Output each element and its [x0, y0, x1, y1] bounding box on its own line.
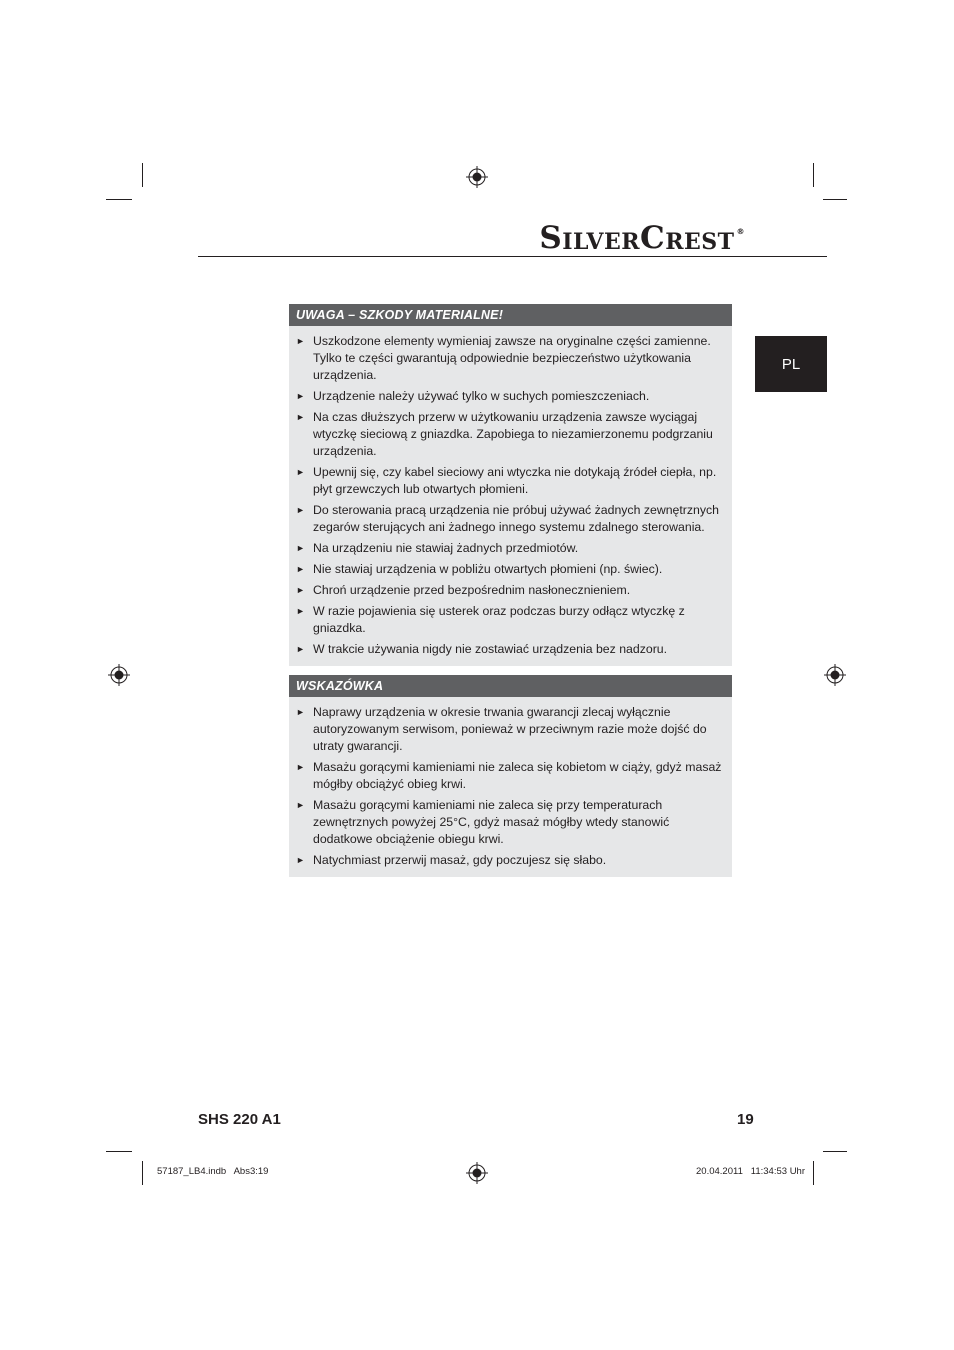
- list-item-text: Na czas dłuższych przerw w użytkowaniu urządzenia zawsze wyciągaj wtyczkę sieciową z gniazdka. Zapobiega to niezamierzonemu podgrzaniu urządzenia.: [313, 410, 713, 458]
- list-item-text: Natychmiast przerwij masaż, gdy poczujesz się słabo.: [313, 853, 607, 867]
- crop-mark: [106, 1151, 132, 1152]
- list-item: [296, 582, 724, 599]
- hint-title: WSKAZÓWKA: [289, 675, 732, 697]
- print-slug-file: 57187_LB4.indb Abs3:19: [157, 1166, 269, 1177]
- list-item-text: Chroń urządzenie przed bezpośrednim nasłonecznieniem.: [313, 583, 631, 597]
- crop-mark: [823, 1151, 847, 1152]
- triangle-right-icon: ►: [296, 707, 305, 717]
- crop-mark: [823, 199, 847, 200]
- list-item: [296, 464, 724, 498]
- page-number: 19: [737, 1111, 754, 1128]
- list-item-text: Do sterowania pracą urządzenia nie próbuj używać żadnych zewnętrznych zegarów sterujących ani żadnego innego systemu zdalnego sterowania.: [313, 503, 720, 534]
- language-tab: PL: [755, 336, 827, 392]
- list-item-text: Masażu gorącymi kamieniami nie zaleca się kobietom w ciąży, gdyż masaż mógłby obciążyć obieg krwi.: [313, 760, 722, 791]
- list-item-text: Naprawy urządzenia w okresie trwania gwarancji zlecaj wyłącznie autoryzowanym serwisom, ponieważ w przeciwnym razie może dojść do utraty gwarancji.: [313, 705, 707, 753]
- list-item: [296, 641, 724, 658]
- registration-mark-icon: [108, 664, 130, 686]
- list-item-text: Masażu gorącymi kamieniami nie zaleca się przy temperaturach zewnętrznych powyżej 25°C, gdyż masaż mógłby wtedy stanowić dodatkowe obciążenie obiegu krwi.: [313, 798, 670, 846]
- warning-title: UWAGA – SZKODY MATERIALNE!: [289, 304, 732, 326]
- list-item: [296, 603, 724, 637]
- crop-mark: [813, 1161, 814, 1185]
- triangle-right-icon: ►: [296, 606, 305, 616]
- warning-list: [289, 326, 732, 666]
- triangle-right-icon: ►: [296, 543, 305, 553]
- triangle-right-icon: ►: [296, 467, 305, 477]
- brand-letters: ILVER: [562, 229, 640, 255]
- brand-letter: S: [539, 220, 563, 256]
- list-item: [296, 759, 724, 793]
- brand-letters: REST: [665, 229, 735, 255]
- triangle-right-icon: ►: [296, 391, 305, 401]
- list-item-text: Uszkodzone elementy wymieniaj zawsze na oryginalne części zamienne. Tylko te części gwarantują odpowiednie bezpieczeństwo użytkowania urządzenia.: [313, 334, 711, 382]
- list-item: [296, 409, 724, 460]
- triangle-right-icon: ►: [296, 336, 305, 346]
- crop-mark: [106, 199, 132, 200]
- triangle-right-icon: ►: [296, 412, 305, 422]
- triangle-right-icon: ►: [296, 564, 305, 574]
- registration-mark-icon: [824, 664, 846, 686]
- brand-logo: [539, 218, 745, 254]
- triangle-right-icon: ►: [296, 855, 305, 865]
- list-item-text: Urządzenie należy używać tylko w suchych pomieszczeniach.: [313, 389, 650, 403]
- list-item: [296, 561, 724, 578]
- crop-mark: [813, 163, 814, 187]
- registration-mark-icon: [466, 1162, 488, 1184]
- list-item-text: Na urządzeniu nie stawiaj żadnych przedmiotów.: [313, 541, 579, 555]
- registration-mark-icon: [466, 166, 488, 188]
- list-item-text: W razie pojawienia się usterek oraz podczas burzy odłącz wtyczkę z gniazdka.: [313, 604, 685, 635]
- list-item-text: Nie stawiaj urządzenia w pobliżu otwartych płomieni (np. świec).: [313, 562, 663, 576]
- list-item: [296, 797, 724, 848]
- list-item: [296, 388, 724, 405]
- list-item: [296, 502, 724, 536]
- triangle-right-icon: ►: [296, 800, 305, 810]
- list-item: [296, 540, 724, 557]
- triangle-right-icon: ►: [296, 762, 305, 772]
- model-number: SHS 220 A1: [198, 1111, 281, 1128]
- brand-letter: C: [640, 220, 666, 256]
- hint-list: [289, 697, 732, 877]
- header-rule: [198, 256, 827, 257]
- warning-box: [289, 304, 732, 666]
- registered-mark: ®: [736, 227, 745, 236]
- list-item-text: Upewnij się, czy kabel sieciowy ani wtyczka nie dotykają źródeł ciepła, np. płyt grzewczych lub otwartych płomieni.: [313, 465, 717, 496]
- list-item: [296, 333, 724, 384]
- crop-mark: [142, 163, 143, 187]
- hint-box: [289, 675, 732, 877]
- print-slug-date: 20.04.2011 11:34:53 Uhr: [696, 1166, 805, 1177]
- triangle-right-icon: ►: [296, 585, 305, 595]
- triangle-right-icon: ►: [296, 505, 305, 515]
- list-item: [296, 852, 724, 869]
- crop-mark: [142, 1161, 143, 1185]
- list-item-text: W trakcie używania nigdy nie zostawiać urządzenia bez nadzoru.: [313, 642, 668, 656]
- list-item: [296, 704, 724, 755]
- triangle-right-icon: ►: [296, 644, 305, 654]
